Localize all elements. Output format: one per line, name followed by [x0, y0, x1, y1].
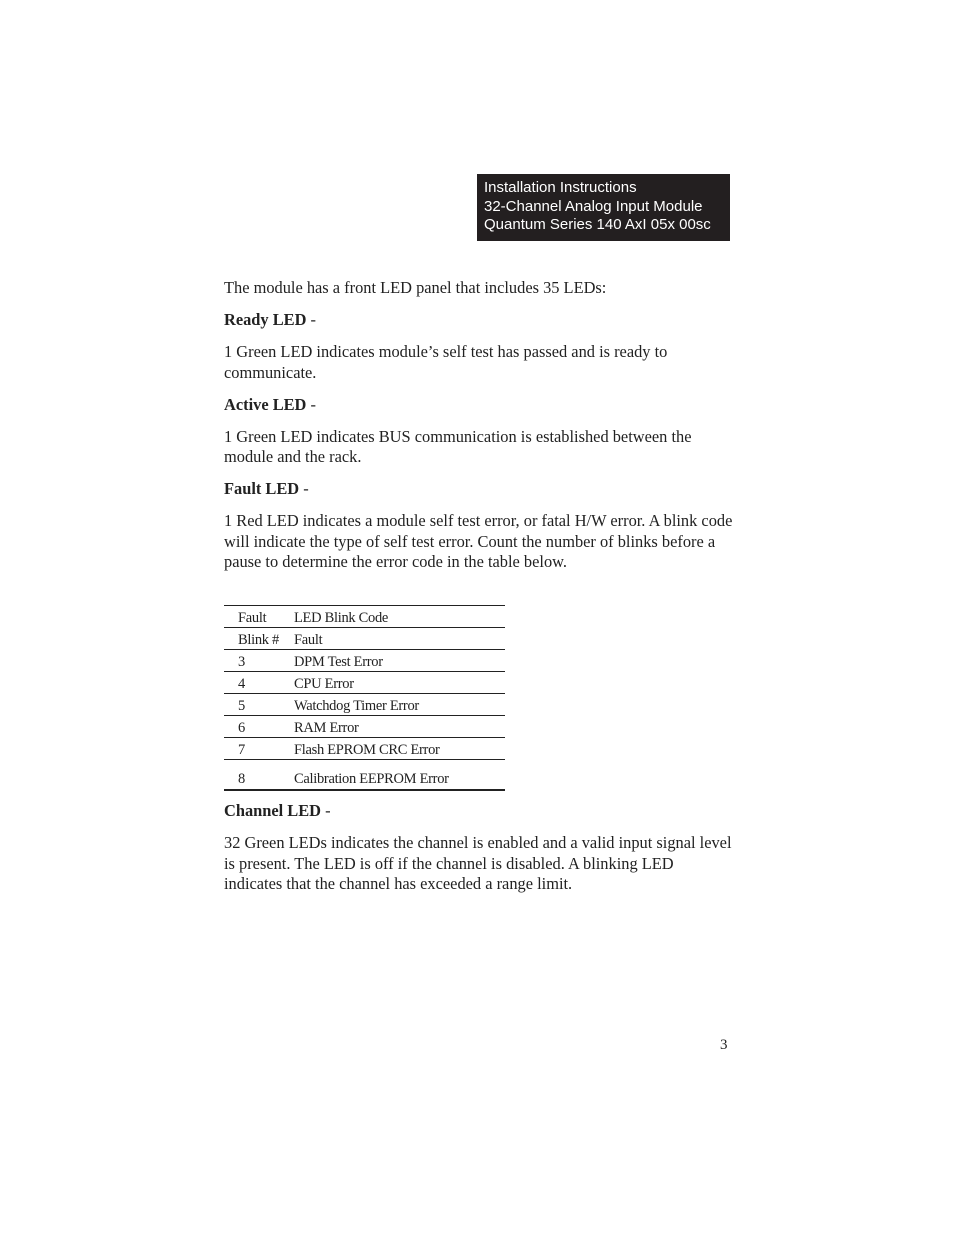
ready-led-dash: - — [306, 310, 316, 329]
fault-led-title: Fault LED — [224, 479, 300, 498]
table-header-cell: Fault — [224, 606, 294, 628]
table-cell: 5 — [224, 694, 294, 716]
table-cell: RAM Error — [294, 716, 505, 738]
channel-led-text: 32 Green LEDs indicates the channel is enabled and a valid input signal level is present. The LED is off if the channel is disabled. A blinking LED indicates that the channel has exceeded a range limit. — [224, 833, 732, 893]
table-header-row — [224, 628, 505, 650]
table-cell: 4 — [224, 672, 294, 694]
fault-led-dash: - — [299, 479, 309, 498]
table-row — [224, 760, 505, 791]
table-row — [224, 672, 505, 694]
main-content — [224, 278, 734, 573]
active-led-heading — [224, 395, 734, 416]
active-led-text: 1 Green LED indicates BUS communication is established between the module and the rack. — [224, 426, 692, 466]
table-cell: 6 — [224, 716, 294, 738]
header-line-1: Installation Instructions — [484, 179, 637, 196]
document-header-box — [477, 174, 730, 241]
table-cell: 7 — [224, 738, 294, 760]
ready-led-title: Ready LED — [224, 310, 307, 329]
channel-led-dash: - — [321, 801, 331, 820]
active-led-dash: - — [306, 394, 316, 414]
table-cell: Calibration EEPROM Error — [294, 760, 505, 791]
table-row — [224, 694, 505, 716]
channel-led-title: Channel LED — [224, 801, 322, 820]
table-header-row — [224, 606, 505, 628]
channel-led-heading — [224, 801, 734, 822]
ready-led-text: 1 Green LED indicates module’s self test has passed and is ready to communicate. — [224, 342, 668, 382]
table-header-cell: Blink # — [224, 628, 294, 650]
fault-led-text: 1 Red LED indicates a module self test error, or fatal H/W error. A blink code will indicate the type of self test error. Count the number of blinks before a pause to determine the error code in the table below. — [224, 511, 733, 571]
table-row — [224, 716, 505, 738]
table-row — [224, 738, 505, 760]
page-number: 3 — [720, 1037, 728, 1053]
fault-led-heading — [224, 479, 734, 500]
ready-led-heading — [224, 310, 734, 331]
table-cell: DPM Test Error — [294, 650, 505, 672]
table-cell: 3 — [224, 650, 294, 672]
table-cell: 8 — [224, 760, 294, 791]
blink-code-table — [224, 605, 505, 791]
active-led-title: Active LED — [224, 394, 307, 414]
table-cell: Flash EPROM CRC Error — [294, 738, 505, 760]
table-header-cell: Fault — [294, 628, 505, 650]
intro-paragraph: The module has a front LED panel that includes 35 LEDs: — [224, 278, 607, 297]
channel-section — [224, 801, 734, 895]
table-row — [224, 650, 505, 672]
header-line-3: Quantum Series 140 AxI 05x 00sc — [484, 216, 711, 233]
header-line-2: 32-Channel Analog Input Module — [484, 197, 703, 215]
table-cell: Watchdog Timer Error — [294, 694, 505, 716]
table-header-cell: LED Blink Code — [294, 606, 505, 628]
table-cell: CPU Error — [294, 672, 505, 694]
